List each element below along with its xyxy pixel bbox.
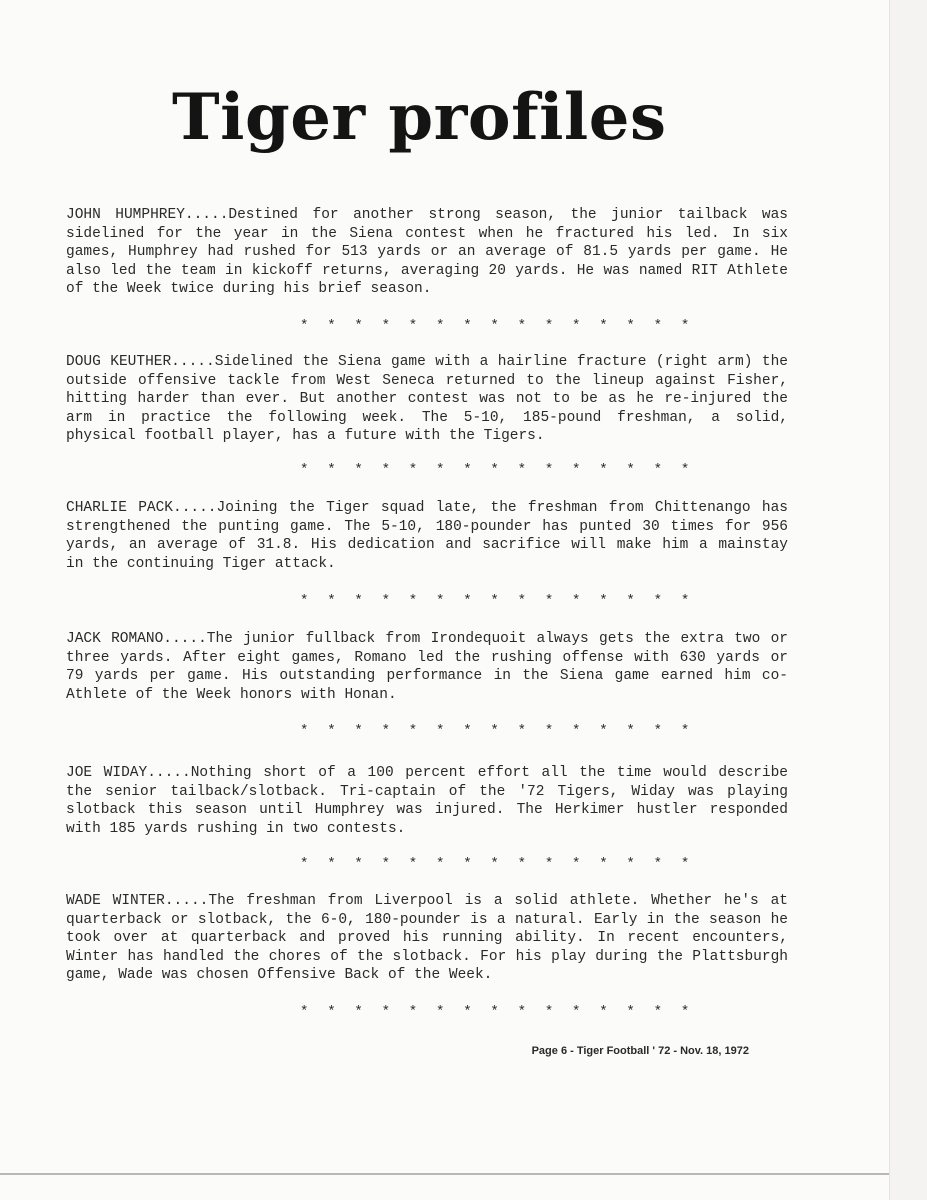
profile-humphrey: JOHN HUMPHREY.....Destined for another strong season, the junior tailback was sidelined for the year in the Siena contest when he fractured his led. In six games, Humphrey had rushed for 513 yards or an average of 81.5 yards per game. He also led the team in kickoff returns, averaging 20 yards. He was named RIT Athlete of the Week twice during his brief season. [66,207,788,298]
star-divider: * * * * * * * * * * * * * * * [300,723,695,739]
profile-romano: JACK ROMANO.....The junior fullback from Irondequoit always gets the extra two or three yards. After eight games, Romano led the rushing offense with 630 yards or 79 yards per game. His outstanding performance in the Siena game earned him co-Athlete of the Week honors with Honan. [66,631,788,703]
page-footer: Page 6 - Tiger Football ' 72 - Nov. 18, 1972 [531,1045,749,1057]
profile-winter: WADE WINTER.....The freshman from Liverpool is a solid athlete. Whether he's at quarterback or slotback, the 6-0, 180-pounder is a natural. Early in the season he took over at quarterback and proved his running ability. In recent encounters, Winter has handled the chores of the slotback. For his play during the Plattsburgh game, Wade was chosen Offensive Back of the Week. [66,893,788,984]
star-divider: * * * * * * * * * * * * * * * [300,462,695,478]
page-bottom-edge [0,1173,889,1175]
profile-keuther: DOUG KEUTHER.....Sidelined the Siena game with a hairline fracture (right arm) the outside offensive tackle from West Seneca returned to the lineup against Fisher, hitting harder than ever. But another contest was not to be as he re-injured the arm in practice the following week. The 5-10, 185-pound freshman, a solid, physical football player, has a future with the Tigers. [66,354,788,445]
star-divider: * * * * * * * * * * * * * * * [300,593,695,609]
star-divider: * * * * * * * * * * * * * * * [300,856,695,872]
star-divider: * * * * * * * * * * * * * * * [300,1004,695,1020]
star-divider: * * * * * * * * * * * * * * * [300,318,695,334]
profile-widay: JOE WIDAY.....Nothing short of a 100 percent effort all the time would describe the senior tailback/slotback. Tri-captain of the '72 Tigers, Widay was playing slotback this season until Humphrey was injured. The Herkimer hustler responded with 185 yards rushing in two contests. [66,765,788,837]
page-title: Tiger profiles [172,80,667,155]
profile-pack: CHARLIE PACK.....Joining the Tiger squad late, the freshman from Chittenango has strengthened the punting game. The 5-10, 180-pounder has punted 30 times for 956 yards, an average of 31.8. His dedication and sacrifice will make him a mainstay in the continuing Tiger attack. [66,500,788,572]
